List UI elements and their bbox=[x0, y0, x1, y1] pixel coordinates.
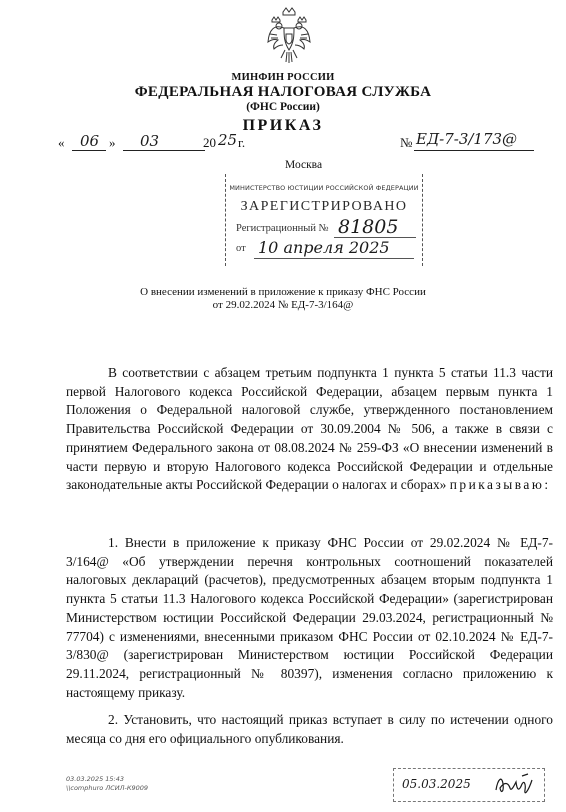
order-day: 06 bbox=[80, 132, 100, 150]
year-prefix: 20 bbox=[203, 135, 216, 150]
stamp-ministry: МИНИСТЕРСТВО ЮСТИЦИИ РОССИЙСКОЙ ФЕДЕРАЦИИ bbox=[229, 184, 419, 192]
stamp-regnum-label: Регистрационный № bbox=[236, 223, 329, 234]
number-sign: № bbox=[400, 135, 413, 150]
stamp-status: ЗАРЕГИСТРИРОВАНО bbox=[240, 199, 408, 214]
print-source: \\comphuro ЛСИЛ-К9009 bbox=[66, 784, 149, 792]
registration-stamp bbox=[225, 174, 423, 266]
number-underline bbox=[414, 150, 534, 151]
item-2-paragraph: 2. Установить, что настоящий приказ вступает в силу по истечении одного месяца со дня его официального опубликования. bbox=[66, 712, 553, 746]
stamp-date: 10 апреля 2025 bbox=[258, 238, 390, 257]
approval-box bbox=[393, 768, 545, 802]
item-1-paragraph: 1. Внести в приложение к приказу ФНС России от 29.02.2024 № ЕД-7-3/164@ «Об утверждении перечня контрольных соотношений показателей налоговых деклараций (расчетов), предусмотренных абзацем вторым подпункта 1 пункта 5 статьи 11.3 Налогового кодекса Российской Федерации» (зарегистрирован Министерством юстиции Российской Федерации 29.03.2024, регистрационный № 77704) с изменениями, внесенными приказом ФНС России от 02.10.2024 № ЕД-7-3/830@ (зарегистрирован Министерством юстиции Российской Федерации 29.11.2024, регистрационный № 80397), изменения согласно приложению к настоящему приказу. bbox=[66, 535, 553, 700]
handwritten-signature-icon bbox=[492, 772, 540, 798]
order-word: приказываю: bbox=[449, 477, 551, 493]
order-month: 03 bbox=[140, 132, 160, 150]
subject-line-2: от 29.02.2024 № ЕД-7-3/164@ bbox=[212, 299, 354, 311]
stamp-regnum: 81805 bbox=[338, 216, 399, 238]
service-name: ФЕДЕРАЛЬНАЯ НАЛОГОВАЯ СЛУЖБА bbox=[134, 84, 432, 100]
quote-open: « bbox=[58, 135, 65, 150]
service-short-name: (ФНС России) bbox=[246, 101, 320, 113]
year-suffix: 25 bbox=[218, 131, 238, 149]
year-unit: г. bbox=[238, 135, 246, 150]
date-underline bbox=[254, 258, 414, 259]
city-name: Москва bbox=[285, 159, 323, 171]
document-type-title: ПРИКАЗ bbox=[242, 117, 324, 134]
preamble-text: В соответствии с абзацем третьим подпункта 1 пункта 5 статьи 11.3 части первой Налогового кодекса Российской Федерации, абзацем первым пункта 1 Положения о Федеральной налоговой службе, утвержденного постановлением Правительства Российской Федерации от 30.09.2004 № 506, а также в связи с принятием Федерального закона от 08.08.2024 № 259-ФЗ «О внесении изменений в части первую и вторую Налогового кодекса Российской Федерации и отдельные законодательные акты Российской Федерации о налогах и сборах» bbox=[66, 365, 553, 493]
quote-close: » bbox=[109, 135, 116, 150]
approval-date: 05.03.2025 bbox=[402, 777, 471, 791]
day-underline bbox=[72, 150, 106, 151]
stamp-from-label: от bbox=[236, 243, 246, 254]
russian-coat-of-arms-icon bbox=[266, 6, 312, 64]
preamble-paragraph bbox=[66, 364, 553, 495]
month-underline bbox=[123, 150, 205, 151]
print-datetime: 03.03.2025 15:43 bbox=[66, 775, 125, 783]
ministry-name: МИНФИН РОССИИ bbox=[231, 72, 335, 83]
order-number: ЕД-7-3/173@ bbox=[416, 130, 518, 148]
subject-line-1: О внесении изменений в приложение к приказу ФНС России bbox=[140, 286, 426, 298]
